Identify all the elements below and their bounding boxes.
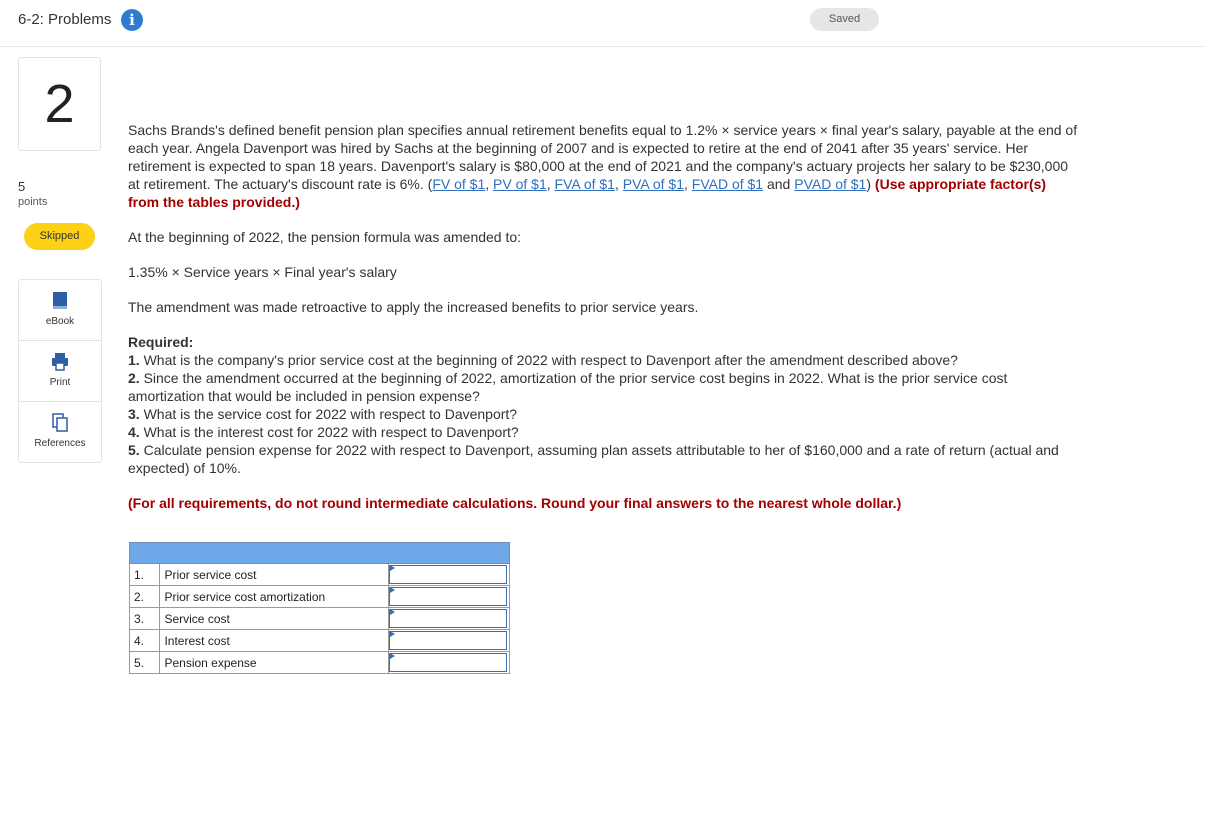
answer-table (129, 542, 510, 674)
separator: , (485, 176, 494, 192)
printer-icon (50, 352, 70, 372)
prior-service-cost-amortization-input[interactable] (389, 587, 507, 606)
req-num: 5. (128, 442, 140, 458)
link-pva[interactable]: PVA of $1 (622, 176, 684, 192)
print-button[interactable] (19, 341, 101, 402)
answer-cell (389, 608, 510, 630)
side-tools (18, 279, 102, 463)
link-fva[interactable]: FVA of $1 (554, 176, 615, 192)
ebook-label: eBook (45, 316, 75, 327)
references-label: References (34, 438, 86, 449)
skipped-badge: Skipped (24, 223, 95, 250)
answer-cell (389, 564, 510, 586)
req-text: Since the amendment occurred at the beginning of 2022, amortization of the prior service cost begins in 2022. What is the prior service cost amortization that would be included in pension expense? (128, 370, 1008, 404)
table-row (130, 564, 510, 586)
row-number: 5. (130, 652, 160, 674)
link-pv[interactable]: PV of $1 (493, 176, 547, 192)
input-marker-icon (390, 609, 395, 615)
input-marker-icon (390, 565, 395, 571)
saved-status-badge: Saved (810, 8, 879, 31)
req-text: What is the interest cost for 2022 with respect to Davenport? (139, 424, 519, 440)
pension-expense-input[interactable] (389, 653, 507, 672)
row-label: Service cost (160, 608, 389, 630)
table-header-row (130, 543, 510, 564)
intro-paragraph (128, 121, 1078, 211)
points-label: points (18, 196, 48, 208)
points-value: 5 (18, 179, 26, 194)
req-num: 1. (128, 352, 140, 368)
question-number-box (18, 57, 101, 151)
references-button[interactable] (19, 402, 101, 462)
req-text: What is the company's prior service cost at the beginning of 2022 with respect to Davenport after the amendment described above? (139, 352, 958, 368)
info-icon[interactable]: i (121, 9, 143, 31)
references-icon (50, 413, 70, 433)
interest-cost-input[interactable] (389, 631, 507, 650)
row-label: Pension expense (160, 652, 389, 674)
service-cost-input[interactable] (389, 609, 507, 628)
answer-cell (389, 652, 510, 674)
req-num: 3. (128, 406, 140, 422)
question-content (128, 121, 1078, 512)
row-label: Prior service cost (160, 564, 389, 586)
page-title: 6-2: Problems (18, 11, 112, 28)
table-row (130, 608, 510, 630)
row-number: 2. (130, 586, 160, 608)
row-number: 1. (130, 564, 160, 586)
rounding-note: (For all requirements, do not round intermediate calculations. Round your final answers to the nearest whole dollar.) (128, 495, 902, 511)
amendment-text: At the beginning of 2022, the pension formula was amended to: (128, 229, 522, 245)
table-row (130, 652, 510, 674)
book-icon (50, 291, 70, 311)
row-label: Prior service cost amortization (160, 586, 389, 608)
link-fv[interactable]: FV of $1 (432, 176, 486, 192)
input-marker-icon (390, 587, 395, 593)
requirements-block (128, 333, 1078, 477)
print-label: Print (49, 377, 71, 388)
req-text: Calculate pension expense for 2022 with respect to Davenport, assuming plan assets attributable to her of $160,000 and a rate of return (actual and expected) of 10%. (128, 442, 1059, 476)
separator: , (683, 176, 692, 192)
separator: , (546, 176, 555, 192)
table-row (130, 630, 510, 652)
answer-cell (389, 586, 510, 608)
row-number: 3. (130, 608, 160, 630)
question-number: 2 (44, 74, 75, 134)
factor-note: (Use appropriate factor(s) from the tables provided.) (128, 176, 1047, 210)
separator: and (763, 176, 795, 192)
input-marker-icon (390, 631, 395, 637)
req-text: What is the service cost for 2022 with respect to Davenport? (139, 406, 518, 422)
retroactive-text: The amendment was made retroactive to apply the increased benefits to prior service years. (128, 299, 699, 315)
req-num: 2. (128, 370, 140, 386)
answer-cell (389, 630, 510, 652)
prior-service-cost-input[interactable] (389, 565, 507, 584)
close-paren: ) (866, 176, 872, 192)
link-pvad[interactable]: PVAD of $1 (794, 176, 867, 192)
ebook-button[interactable] (19, 280, 101, 341)
link-fvad[interactable]: FVAD of $1 (691, 176, 764, 192)
top-bar (0, 0, 1205, 47)
intro-text: Sachs Brands's defined benefit pension plan specifies annual retirement benefits equal to 1.2% × service years × final year's salary, payable at the end of each year. Angela Davenport was hired by Sachs at the beginning of 2007 and is expected to retire at the end of 2041 after 35 years' service. Her retirement is expected to span 18 years. Davenport's salary is $80,000 at the end of 2021 and the company's actuary projects her salary to be $230,000 at retirement. The actuary's discount rate is 6%. ( (128, 122, 1078, 192)
formula-text: 1.35% × Service years × Final year's salary (128, 264, 397, 280)
req-num: 4. (128, 424, 140, 440)
required-label: Required: (128, 334, 194, 350)
row-label: Interest cost (160, 630, 389, 652)
separator: , (614, 176, 623, 192)
input-marker-icon (390, 653, 395, 659)
table-header-cell (130, 543, 510, 564)
table-row (130, 586, 510, 608)
row-number: 4. (130, 630, 160, 652)
